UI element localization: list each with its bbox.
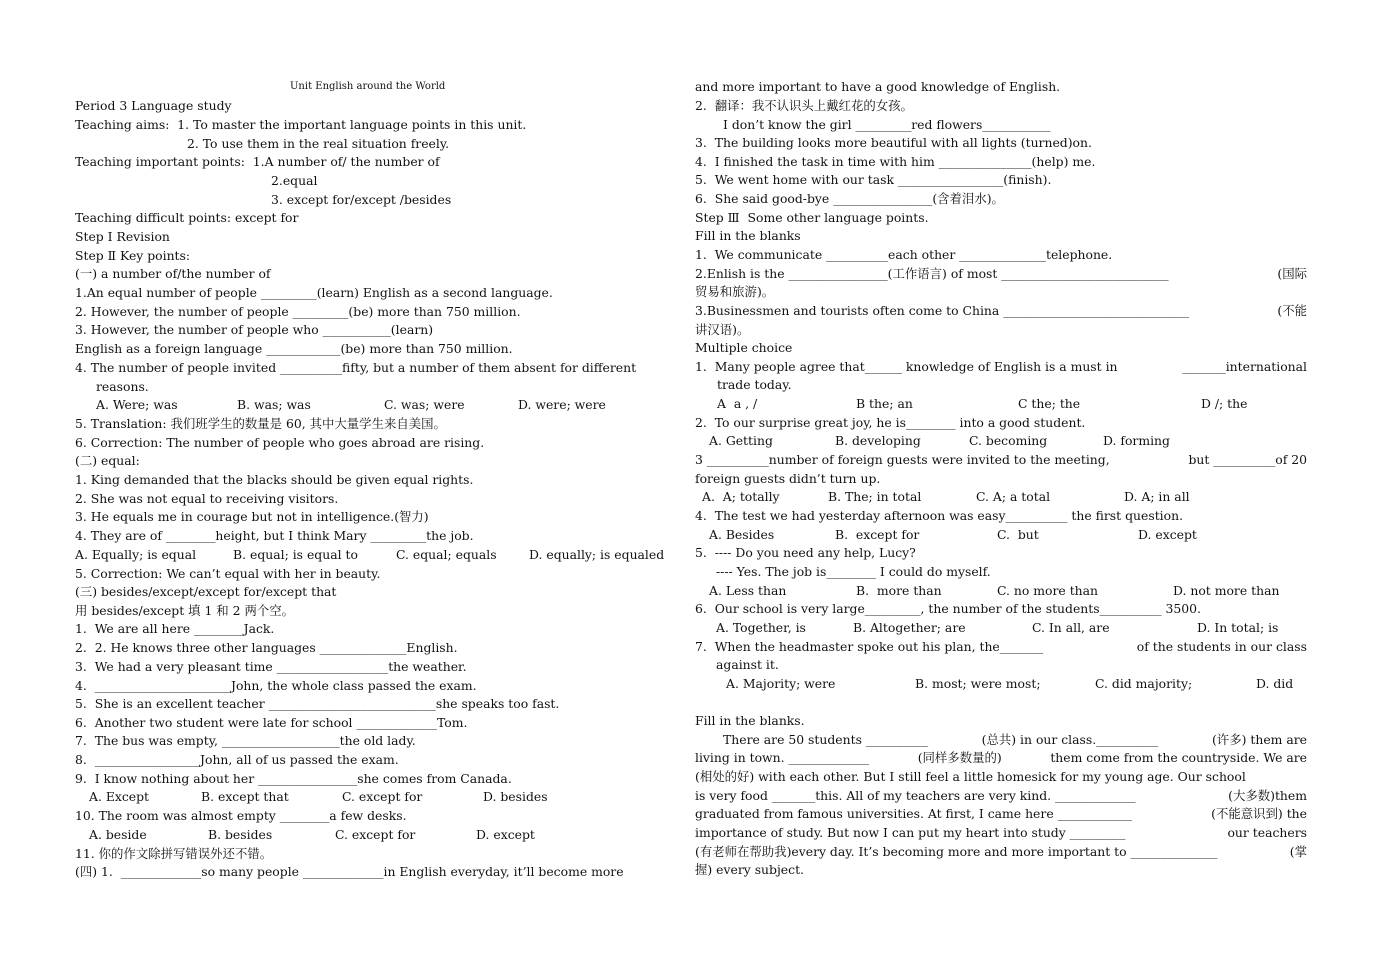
mc-q1-option-a: A a , /: [717, 396, 758, 411]
fill-question-3: [695, 302, 1307, 320]
s3-question-8: 8. _________________John, all of us passed the exam.: [75, 752, 399, 767]
mc-question-1-cont: trade today.: [717, 377, 792, 392]
teaching-aims-1: Teaching aims: 1. To master the important language points in this unit.: [75, 117, 527, 132]
s2-question-5: 5. Correction: We can’t equal with her in beauty.: [75, 566, 381, 581]
step-1-heading: Step Ⅰ Revision: [75, 229, 170, 244]
s2-q4-option-a: A. Equally; is equal: [75, 547, 197, 562]
mc-q7-option-b: B. most; were most;: [915, 676, 1041, 691]
s3-question-2: 2. 2. He knows three other languages ______________English.: [75, 640, 458, 655]
mc-q1-option-d: D /; the: [1201, 396, 1248, 411]
r-item-2: 2. 翻译：我不认识头上戴红花的女孩。: [695, 98, 913, 113]
r-item-5: 5. We went home with our task _________________(finish).: [695, 172, 1052, 187]
unit-title: Unit English around the World: [290, 81, 446, 92]
s2-question-3: 3. He equals me in courage but not in intelligence.(智力): [75, 509, 429, 524]
mc-q1-option-c: C the; the: [1018, 396, 1081, 411]
passage-line-5: [695, 805, 1307, 823]
r-item-6: 6. She said good-bye ________________(含着泪水)。: [695, 191, 1004, 206]
r-item-4: 4. I finished the task in time with him _______________(help) me.: [695, 154, 1096, 169]
mc-q2-option-c: C. becoming: [969, 433, 1048, 448]
s3-q9-option-a: A. Except: [89, 789, 150, 804]
mc-question-1: [695, 358, 1307, 376]
mc-q4-option-c: C. but: [997, 527, 1039, 542]
s1-q4-option-c: C. was; were: [384, 397, 465, 412]
s1-q4-option-b: B. was; was: [237, 397, 311, 412]
s1-question-1: 1.An equal number of people _________(learn) English as a second language.: [75, 285, 553, 300]
s3-question-1: 1. We are all here ________Jack.: [75, 621, 275, 636]
s3-instruction: 用 besides/except 填 1 和 2 两个空。: [75, 603, 295, 618]
step-3-heading: Step Ⅲ Some other language points.: [695, 210, 929, 225]
multiple-choice-heading: Multiple choice: [695, 340, 793, 355]
s3-q9-option-b: B. except that: [201, 789, 289, 804]
mc-q7-option-a: A. Majority; were: [726, 676, 836, 691]
s1-q4-option-d: D. were; were: [518, 397, 606, 412]
passage-l2-a: living in town. _____________: [695, 750, 870, 765]
passage-l5-a: graduated from famous universities. At first, I came here ____________: [695, 806, 1132, 821]
s3-q9-option-c: C. except for: [342, 789, 423, 804]
s2-q4-option-c: C. equal; equals: [396, 547, 497, 562]
s3-q10-option-a: A. beside: [89, 827, 147, 842]
passage-l1-c: (许多) them are: [1211, 732, 1307, 747]
passage-l1-a: There are 50 students __________: [723, 732, 928, 747]
s3-question-4: 4. ______________________John, the whole class passed the exam.: [75, 678, 477, 693]
passage-line-6: [695, 824, 1307, 842]
mc-q2-option-a: A. Getting: [709, 433, 773, 448]
mc-q3-option-b: B. The; in total: [828, 489, 922, 504]
s1-question-6: 6. Correction: The number of people who goes abroad are rising.: [75, 435, 485, 450]
s3-question-6: 6. Another two student were late for school _____________Tom.: [75, 715, 468, 730]
mc-question-7-cont: against it.: [716, 657, 779, 672]
difficult-points: Teaching difficult points: except for: [75, 210, 299, 225]
mc-q3-tail: but __________of 20: [1188, 452, 1307, 467]
fill-question-2: [695, 265, 1307, 283]
s1-question-3-cont: English as a foreign language ____________(be) more than 750 million.: [75, 341, 513, 356]
passage-l4-a: is very food _______this. All of my teachers are very kind. _____________: [695, 788, 1136, 803]
s1-question-4: 4. The number of people invited __________fifty, but a number of them absent for different: [75, 360, 637, 375]
important-points-3: 3. except for/except /besides: [271, 192, 452, 207]
mc-question-6: 6. Our school is very large_________, the number of the students__________ 3500.: [695, 601, 1201, 616]
mc-q7-option-c: C. did majority;: [1095, 676, 1193, 691]
mc-q7-text: 7. When the headmaster spoke out his plan, the_______: [695, 639, 1044, 654]
mc-q6-option-c: C. In all, are: [1032, 620, 1110, 635]
s3-q10-option-c: C. except for: [335, 827, 416, 842]
s1-question-4-cont: reasons.: [96, 379, 149, 394]
mc-q2-option-d: D. forming: [1103, 433, 1170, 448]
passage-l6-b: our teachers: [1227, 825, 1307, 840]
s2-q4-option-d: D. equally; is equaled: [529, 547, 665, 562]
mc-question-5: 5. ---- Do you need any help, Lucy?: [695, 545, 916, 560]
section-4-line: (四) 1. _____________so many people _____________in English everyday, it’ll become more: [75, 864, 624, 879]
passage-line-1: [723, 731, 1307, 749]
s3-question-9: 9. I know nothing about her ________________she comes from Canada.: [75, 771, 512, 786]
mc-q1-tail: _______international: [1182, 359, 1307, 374]
mc-q7-option-d: D. did: [1256, 676, 1294, 691]
mc-q3-option-d: D. A; in all: [1124, 489, 1190, 504]
r-item-2-answer: I don’t know the girl _________red flowers___________: [723, 117, 1051, 132]
mc-question-3-cont: foreign guests didn’t turn up.: [695, 471, 881, 486]
mc-question-7: [695, 638, 1307, 656]
r-item-3: 3. The building looks more beautiful with all lights (turned)on.: [695, 135, 1092, 150]
mc-q4-option-a: A. Besides: [709, 527, 775, 542]
passage-l7-b: (掌: [1289, 844, 1307, 859]
passage-line-8: 握) every subject.: [695, 862, 804, 877]
mc-question-5-reply: ---- Yes. The job is________ I could do myself.: [716, 564, 991, 579]
mc-q1-text: 1. Many people agree that______ knowledge of English is a must in: [695, 359, 1118, 374]
passage-l2-b: (同样多数量的): [917, 750, 1002, 765]
mc-q5-option-a: A. Less than: [709, 583, 787, 598]
passage-l7-a: (有老师在帮助我)every day. It’s becoming more and more important to ______________: [695, 844, 1218, 859]
s3-question-5: 5. She is an excellent teacher ___________________________she speaks too fast.: [75, 696, 560, 711]
mc-question-4: 4. The test we had yesterday afternoon was easy__________ the first question.: [695, 508, 1184, 523]
passage-line-4: [695, 787, 1307, 805]
section-3-heading: (三) besides/except/except for/except that: [75, 584, 337, 599]
s3-question-10: 10. The room was almost empty ________a few desks.: [75, 808, 407, 823]
fill-blanks-heading: Fill in the blanks.: [695, 713, 805, 728]
s1-question-2: 2. However, the number of people _________(be) more than 750 million.: [75, 304, 521, 319]
passage-line-7: [695, 843, 1307, 861]
mc-q2-option-b: B. developing: [835, 433, 921, 448]
s3-q10-option-d: D. except: [476, 827, 535, 842]
teaching-aims-2: 2. To use them in the real situation freely.: [187, 136, 450, 151]
mc-q5-option-c: C. no more than: [997, 583, 1099, 598]
mc-question-2: 2. To our surprise great joy, he is________ into a good student.: [695, 415, 1086, 430]
s1-question-5: 5. Translation: 我们班学生的数量是 60, 其中大量学生来自美国。: [75, 416, 446, 431]
passage-l4-b: (大多数)them: [1228, 788, 1307, 803]
passage-line-3: (相处的好) with each other. But I still feel a little homesick for my young age. Our school: [695, 769, 1246, 784]
passage-line-2: [695, 749, 1307, 767]
s1-q4-option-a: A. Were; was: [96, 397, 178, 412]
fill-q2-text: 2.Enlish is the ________________(工作语言) of most ___________________________: [695, 266, 1169, 281]
mc-q3-option-a: A. A; totally: [702, 489, 780, 504]
mc-q5-option-d: D. not more than: [1173, 583, 1280, 598]
mc-q5-option-b: B. more than: [856, 583, 942, 598]
passage-l6-a: importance of study. But now I can put my heart into study _________: [695, 825, 1126, 840]
s3-q9-option-d: D. besides: [483, 789, 548, 804]
fill-question-2-cont: 贸易和旅游)。: [695, 284, 775, 299]
important-points-1: Teaching important points: 1.A number of/ the number of: [75, 154, 440, 169]
s3-question-7: 7. The bus was empty, ___________________the old lady.: [75, 733, 416, 748]
s2-question-1: 1. King demanded that the blacks should be given equal rights.: [75, 472, 474, 487]
mc-q3-option-c: C. A; a total: [976, 489, 1051, 504]
mc-q6-option-d: D. In total; is: [1197, 620, 1279, 635]
mc-q4-option-d: D. except: [1138, 527, 1197, 542]
s3-question-3: 3. We had a very pleasant time __________________the weather.: [75, 659, 467, 674]
section-1-heading: (一) a number of/the number of: [75, 266, 271, 281]
mc-q3-text: 3 __________number of foreign guests were invited to the meeting,: [695, 452, 1110, 467]
passage-l1-b: (总共) in our class.__________: [981, 732, 1159, 747]
continuation-line: and more important to have a good knowledge of English.: [695, 79, 1061, 94]
fill-q3-tail: (不能: [1277, 303, 1307, 318]
passage-l5-b: (不能意识到) the: [1211, 806, 1307, 821]
mc-q6-option-a: A. Together, is: [716, 620, 806, 635]
step-2-heading: Step Ⅱ Key points:: [75, 248, 191, 263]
mc-q7-tail: of the students in our class: [1136, 639, 1307, 654]
mc-q1-option-b: B the; an: [856, 396, 913, 411]
section-2-heading: (二) equal:: [75, 453, 140, 468]
mc-q4-option-b: B. except for: [835, 527, 920, 542]
s2-question-2: 2. She was not equal to receiving visitors.: [75, 491, 339, 506]
s2-q4-option-b: B. equal; is equal to: [233, 547, 358, 562]
fill-q3-text: 3.Businessmen and tourists often come to China ______________________________: [695, 303, 1190, 318]
s3-q10-option-b: B. besides: [208, 827, 273, 842]
s2-question-4: 4. They are of ________height, but I think Mary _________the job.: [75, 528, 474, 543]
fill-q2-tail: (国际: [1277, 266, 1307, 281]
fill-heading: Fill in the blanks: [695, 228, 801, 243]
s3-question-11: 11. 你的作文除拼写错误外还不错。: [75, 846, 273, 861]
mc-question-3: [695, 451, 1307, 469]
fill-question-3-cont: 讲汉语)。: [695, 322, 750, 337]
s1-question-3: 3. However, the number of people who ___________(learn): [75, 322, 434, 337]
passage-l2-c: them come from the countryside. We are: [1050, 750, 1307, 765]
mc-q6-option-b: B. Altogether; are: [853, 620, 966, 635]
fill-question-1: 1. We communicate __________each other ______________telephone.: [695, 247, 1113, 262]
important-points-2: 2.equal: [271, 173, 318, 188]
period-label: Period 3 Language study: [75, 98, 232, 113]
